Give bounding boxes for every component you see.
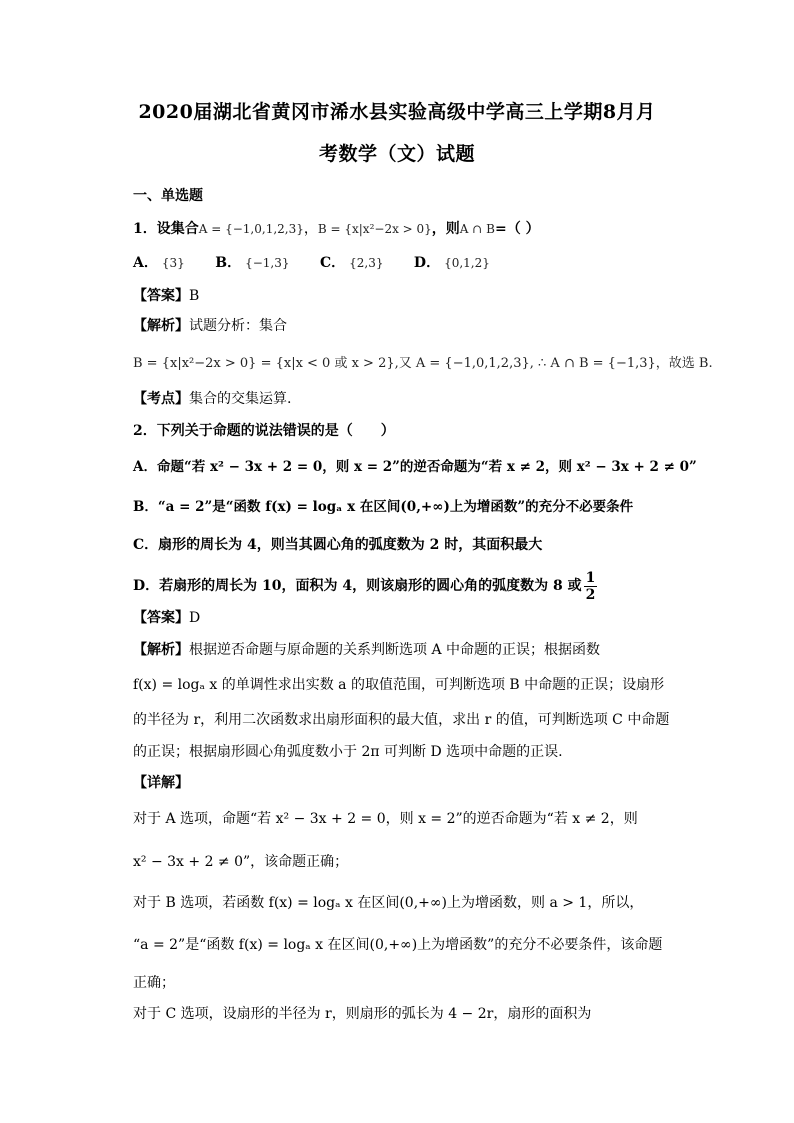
q1-expr: A ∩ B: [459, 222, 495, 236]
document-title-line2: 考数学（文）试题: [318, 143, 475, 165]
question-1-options: [133, 253, 673, 273]
point-tag: 【考点】: [133, 391, 189, 407]
analysis-text: 试题分析：集合: [189, 318, 287, 334]
point-text: 集合的交集运算.: [189, 391, 292, 407]
q1-option-d: [414, 253, 490, 273]
q1-set-b: B = {x|x²−2x > 0}: [317, 222, 432, 236]
q1-analysis: [133, 316, 673, 336]
option-value: {−1,3}: [245, 256, 290, 270]
q1-analysis-line2: B = {x|x²−2x > 0} = {x|x < 0 或 x > 2},又 A = {−1,0,1,2,3}, ∴ A ∩ B = {−1,3}，故选 B.: [133, 356, 713, 371]
q2-detail-tag: 【详解】: [133, 775, 189, 791]
q2-option-d-text: D．若扇形的周长为 10，面积为 4，则该扇形的圆心角的弧度数为 8 或: [133, 578, 582, 594]
option-label: C．: [319, 255, 346, 271]
q2-option-d: [133, 566, 673, 606]
q1-set-a: A = {−1,0,1,2,3}: [198, 222, 304, 236]
option-value: {3}: [161, 256, 185, 270]
q2-analysis-line4: 的正误；根据扇形圆心角弧度数小于 2π 可判断 D 选项中命题的正误.: [133, 744, 563, 760]
q1-comma: ，: [303, 221, 318, 237]
answer-tag: 【答案】: [133, 610, 189, 626]
answer-value: D: [189, 610, 201, 626]
section-heading: 一、单选题: [133, 188, 203, 204]
answer-tag: 【答案】: [133, 288, 189, 304]
option-label: B．: [215, 255, 242, 271]
q2-option-b: B．“a = 2”是“函数 f(x) = logₐ x 在区间(0,+∞)上为增函数”的充分不必要条件: [133, 499, 634, 515]
q2-analysis-line2: f(x) = logₐ x 的单调性求出实数 a 的取值范围，可判断选项 B 中命题的正误；设扇形: [133, 677, 665, 693]
q1-option-b: [215, 253, 289, 273]
q2-option-a: A．命题“若 x² − 3x + 2 = 0，则 x = 2”的逆否命题为“若 x ≠ 2，则 x² − 3x + 2 ≠ 0”: [133, 459, 697, 475]
analysis-tag: 【解析】: [133, 642, 189, 658]
q1-prefix: 1．设集合: [133, 221, 199, 237]
answer-value: B: [189, 288, 200, 304]
q1-answer: [133, 286, 673, 306]
q2-answer: [133, 608, 673, 628]
q2-detail-line2: x² − 3x + 2 ≠ 0”，该命题正确；: [133, 854, 349, 870]
question-2-stem: 2．下列关于命题的说法错误的是（ ）: [133, 423, 395, 439]
q1-option-c: [320, 253, 384, 273]
q1-tail: =（ ）: [494, 221, 540, 237]
q2-detail-line5: 正确；: [133, 975, 175, 991]
q2-detail-line3: 对于 B 选项，若函数 f(x) = logₐ x 在区间(0,+∞)上为增函数，则 a > 1，所以，: [133, 895, 644, 911]
fraction-one-half: [584, 570, 598, 603]
q2-option-c: C．扇形的周长为 4，则当其圆心角的弧度数为 2 时，其面积最大: [133, 537, 543, 553]
q2-analysis-line3: 的半径为 r，利用二次函数求出扇形面积的最大值，求出 r 的值，可判断选项 C 中命题: [133, 712, 670, 728]
q1-then: ，则: [431, 221, 460, 237]
option-label: D．: [413, 255, 441, 271]
fraction-denominator: 2: [585, 586, 596, 603]
option-value: {2,3}: [349, 256, 384, 270]
question-1-stem: [133, 219, 673, 239]
q2-analysis-line1: [133, 640, 673, 660]
option-label: A．: [133, 255, 158, 271]
q2-detail-line6: 对于 C 选项，设扇形的半径为 r，则扇形的弧长为 4 − 2r，扇形的面积为: [133, 1006, 592, 1022]
option-value: {0,1,2}: [444, 256, 490, 270]
document-title-line1: 2020届湖北省黄冈市浠水县实验高级中学高三上学期8月月: [138, 101, 656, 123]
fraction-numerator: 1: [585, 569, 596, 586]
analysis-text: 根据逆否命题与原命题的关系判断选项 A 中命题的正误；根据函数: [189, 642, 601, 658]
analysis-tag: 【解析】: [133, 318, 189, 334]
q1-option-a: [133, 253, 185, 273]
q1-point: [133, 389, 673, 409]
q2-detail-line4: “a = 2”是“函数 f(x) = logₐ x 在区间(0,+∞)上为增函数”的充分不必要条件，该命题: [133, 937, 663, 953]
q2-detail-line1: 对于 A 选项，命题“若 x² − 3x + 2 = 0，则 x = 2”的逆否命题为“若 x ≠ 2，则: [133, 811, 638, 827]
